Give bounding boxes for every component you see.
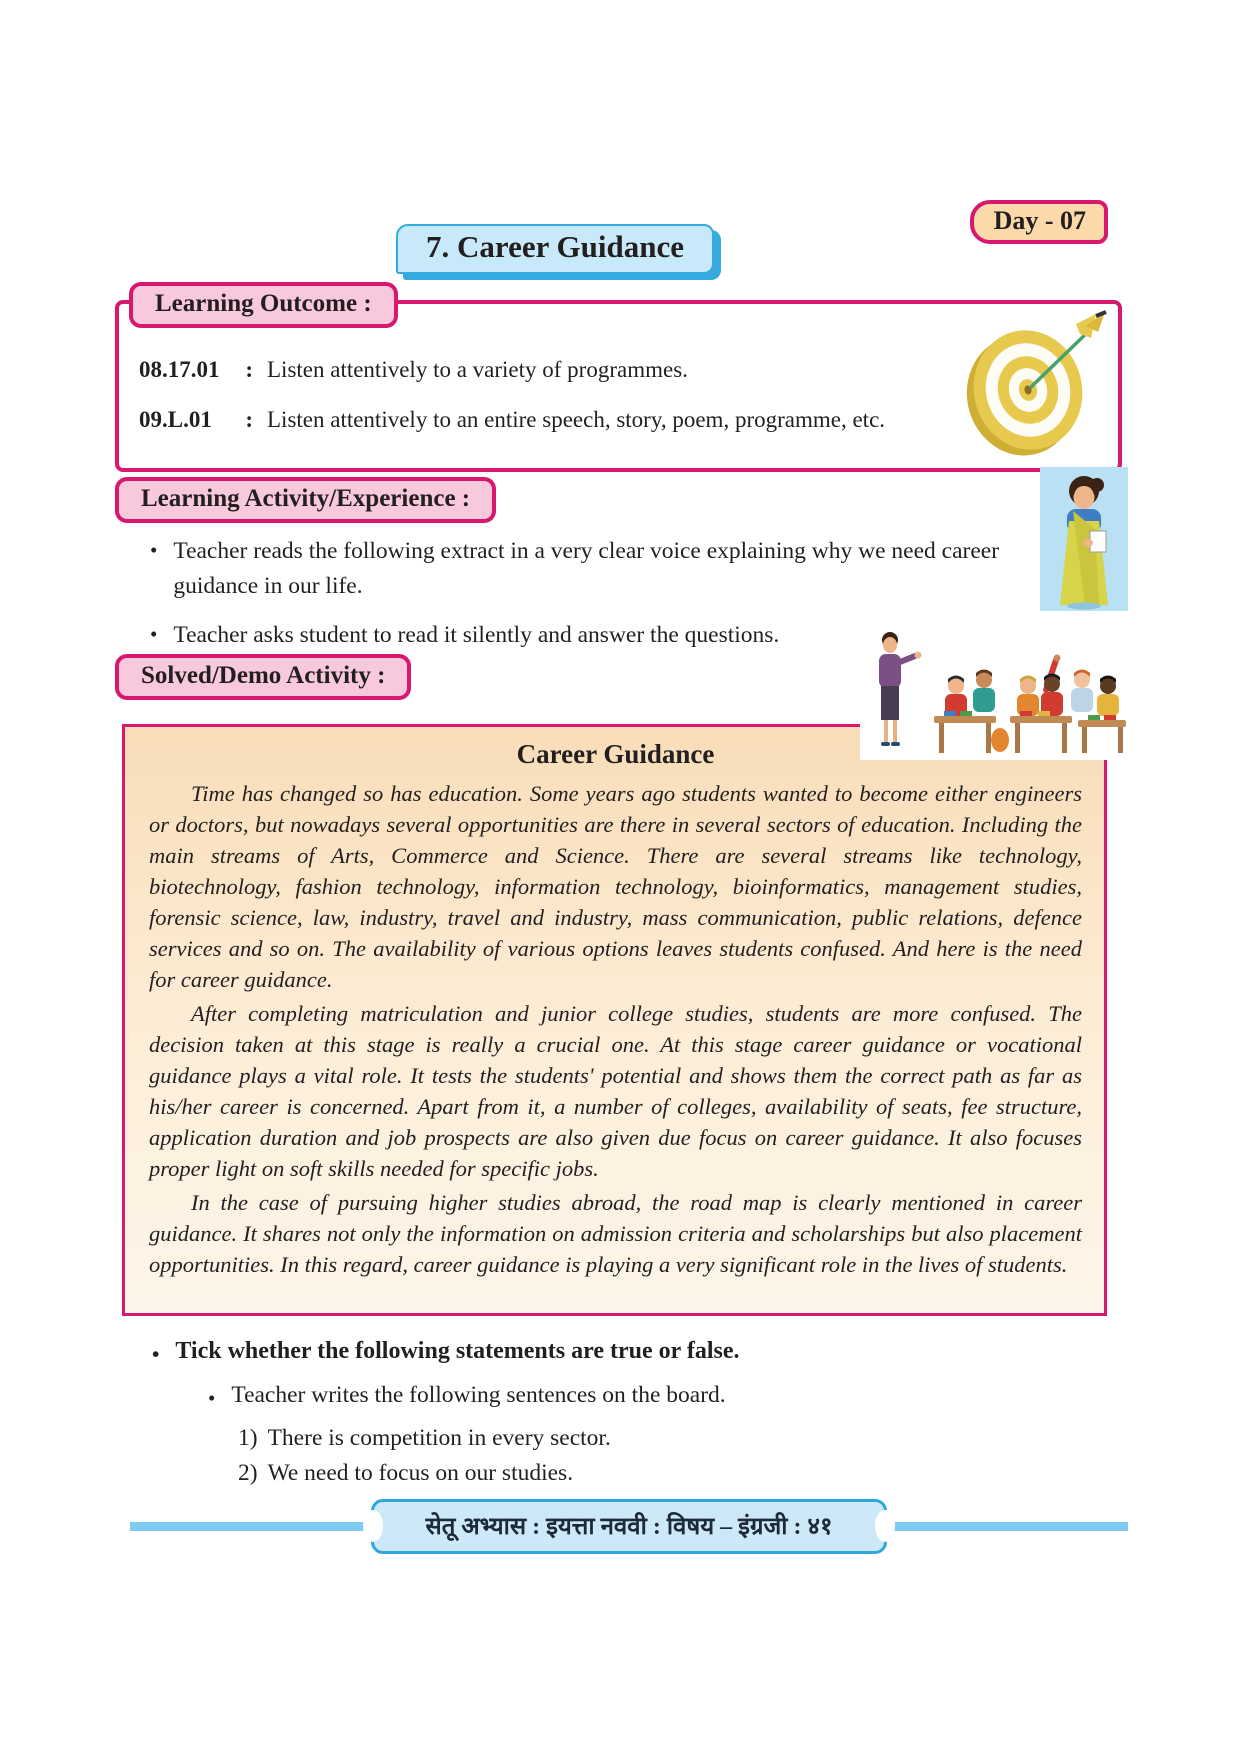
statement-text: We need to focus on our studies.	[267, 1460, 574, 1487]
bullet-glyph: •	[150, 538, 158, 562]
statement-number: 2)	[238, 1460, 258, 1487]
footer-line-right	[887, 1522, 1128, 1531]
day-badge: Day - 07	[970, 200, 1108, 244]
statement-text: There is competition in every sector.	[267, 1425, 611, 1452]
outcome-text: Listen attentively to a variety of programmes.	[267, 357, 688, 382]
outcome-code-text: 09.L.01	[139, 407, 212, 433]
exercise-main-text: Tick whether the following statements are true or false.	[175, 1338, 740, 1364]
chapter-title: 7. Career Guidance	[396, 224, 714, 274]
outcome-text: Listen attentively to an entire speech, story, poem, programme, etc.	[267, 407, 886, 433]
exercise-sub-bullet	[208, 1382, 1092, 1416]
exercise-section	[152, 1338, 1092, 1495]
teacher-illustration	[1040, 467, 1128, 611]
learning-activity-label: Learning Activity/Experience :	[115, 477, 496, 523]
bullet-glyph: •	[152, 1342, 160, 1366]
exercise-sub-text: Teacher writes the following sentences on the board.	[231, 1381, 726, 1408]
outcome-code	[139, 404, 253, 436]
statement-item	[238, 1460, 1092, 1487]
learning-outcome-label: Learning Outcome :	[129, 282, 398, 328]
passage-paragraph: Time has changed so has education. Some years ago students wanted to become either engineers or doctors, but nowadays several opportunities are there in several sectors of education. Including the main streams of Arts, Commerce and Science. There are several streams like technology, biotechnology, fashion technology, information technology, bioinformatics, management studies, forensic science, law, industry, travel and industry, mass communication, public relations, defence services and so on. The availability of various options leaves students confused. And here is the need for career guidance.	[149, 781, 1082, 992]
footer-banner: सेतू अभ्यास : इयत्ता नववी : विषय – इंग्रजी : ४१	[371, 1499, 888, 1554]
outcome-code-colon: :	[245, 357, 253, 382]
footer-line-left	[130, 1522, 371, 1531]
outcome-item	[139, 354, 948, 386]
statement-number: 1)	[238, 1425, 258, 1452]
solved-demo-label: Solved/Demo Activity :	[115, 654, 411, 700]
target-dartboard-icon	[958, 308, 1110, 458]
activity-bullet	[150, 534, 1032, 605]
passage-paragraph: After completing matriculation and junior college studies, students are more confused. The decision taken at this stage is really a crucial one. At this stage career guidance or vocational guidance plays a vital role. It tests the students' potential and shows them the correct path as far as his/her career is concerned. Apart from it, a number of colleges, availability of seats, fee structure, application duration and job prospects are also given due focus on career guidance. It also focuses proper light on soft skills needed for specific jobs.	[149, 1001, 1082, 1181]
classroom-illustration	[860, 628, 1128, 760]
outcome-code	[139, 354, 253, 386]
outcome-code-text: 08.17.01	[139, 357, 220, 382]
page-footer	[130, 1500, 1128, 1552]
outcome-item	[139, 404, 948, 436]
learning-outcome-section	[115, 290, 1122, 472]
passage-box	[122, 724, 1107, 1316]
activity-bullet-text: Teacher asks student to read it silently and answer the questions.	[173, 621, 780, 648]
statement-item	[238, 1425, 1092, 1452]
bullet-glyph: •	[208, 1385, 216, 1410]
activity-bullet-text: Teacher reads the following extract in a very clear voice explaining why we need career guidance in our life.	[173, 538, 1000, 600]
bullet-glyph: •	[150, 621, 158, 646]
passage-title: Career Guidance	[516, 739, 715, 769]
outcome-code-colon: :	[245, 407, 253, 433]
passage-paragraph: In the case of pursuing higher studies abroad, the road map is clearly mentioned in career guidance. It shares not only the information on admission criteria and scholarships but also placement opportunities. In this regard, career guidance is playing a very significant role in the lives of students.	[149, 1190, 1082, 1277]
exercise-main-bullet	[152, 1338, 1092, 1372]
